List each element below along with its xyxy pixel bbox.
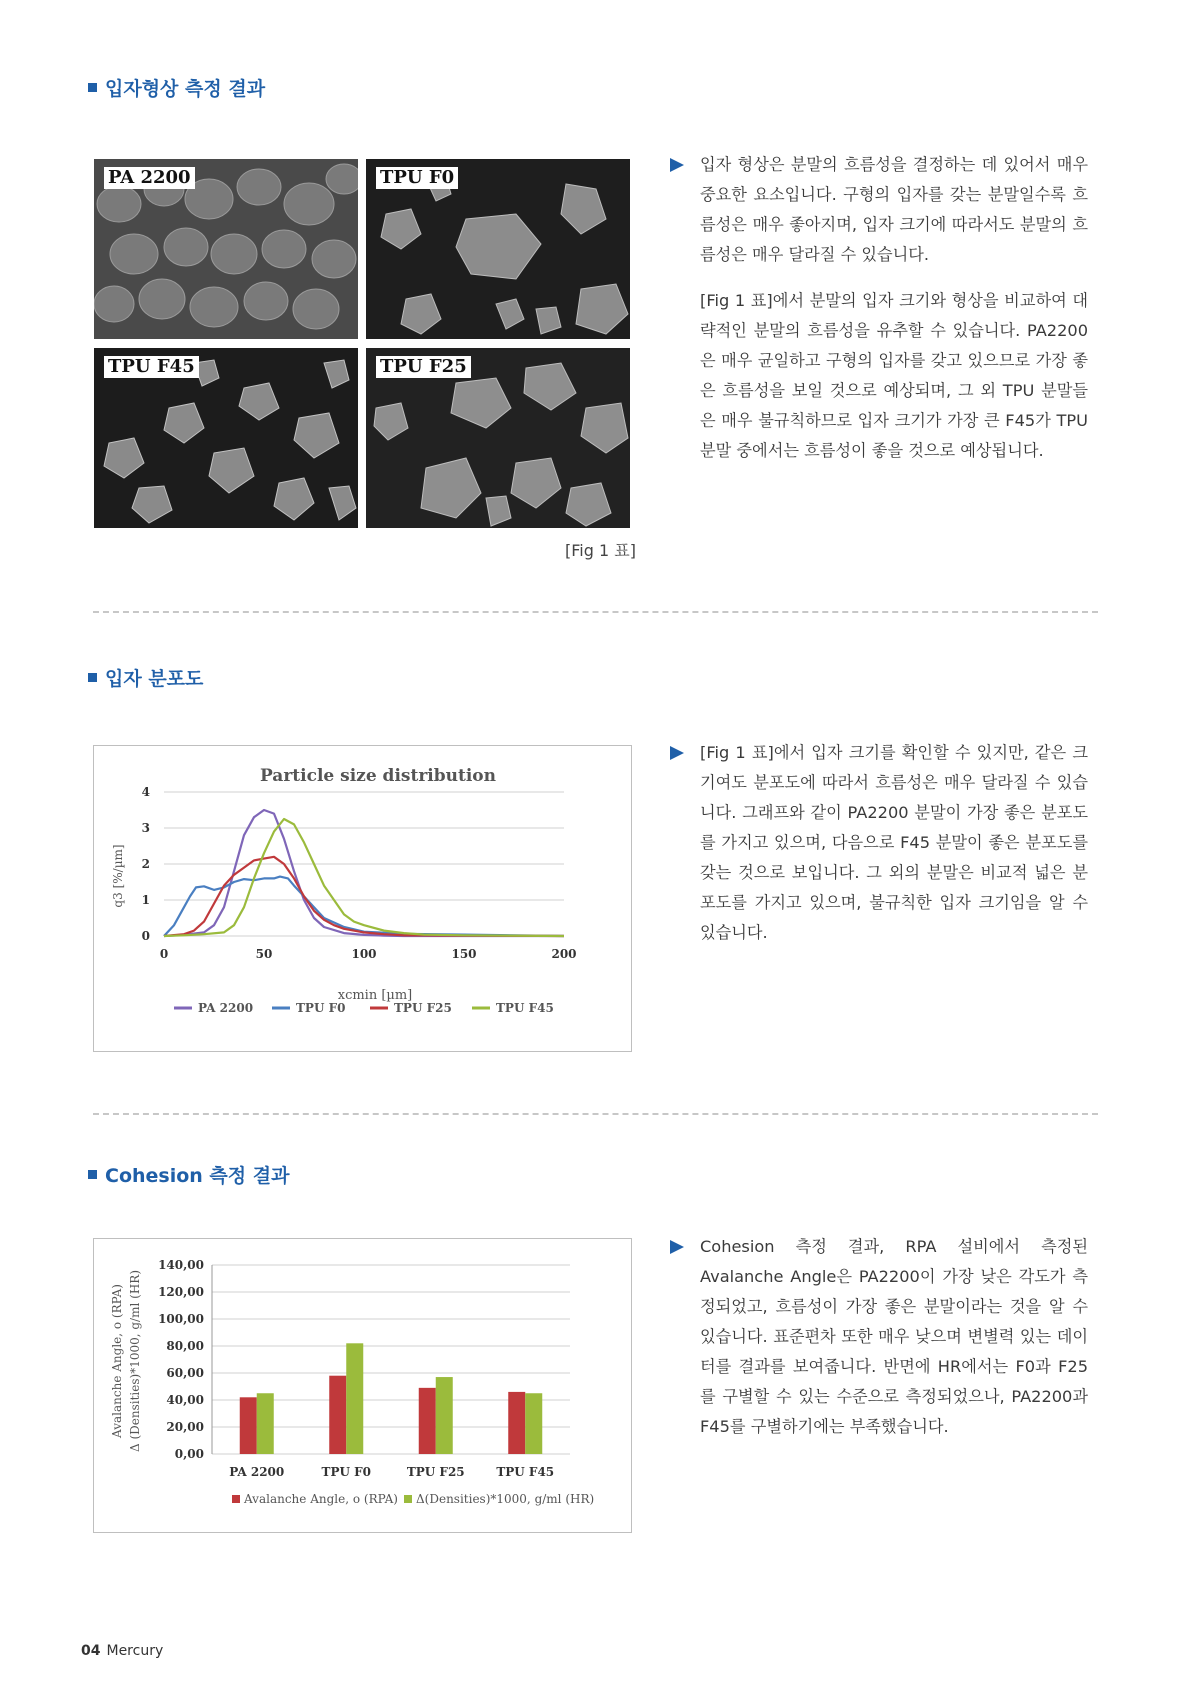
y-axis-label-line2: Δ (Densities)*1000, g/ml (HR) bbox=[128, 1270, 142, 1452]
y-tick-label: 80,00 bbox=[166, 1339, 204, 1353]
section-title-shape bbox=[88, 74, 265, 101]
cohesion-chart bbox=[93, 1238, 632, 1533]
x-tick-label: 50 bbox=[255, 947, 273, 961]
y-tick-label: 0 bbox=[141, 929, 150, 943]
paragraph-text: Cohesion 측정 결과, RPA 설비에서 측정된 Avalanche Angle은 PA2200이 가장 낮은 각도가 측정되었고, 흐름성이 가장 좋은 분말이라는 것을 알 수 있습니다. 표준편차 또한 매우 낮으며 변별력 있는 데이터를 결과를 보여줍니다. 반면에 HR에서는 F0과 F25를 구별할 수 있는 수준으로 측정되었으나, PA2200과 F45를 구별하기에는 부족했습니다. bbox=[700, 1237, 1088, 1436]
y-tick-label: 140,00 bbox=[158, 1258, 204, 1272]
legend-label: TPU F45 bbox=[496, 1001, 554, 1015]
section-title-distribution bbox=[88, 664, 203, 691]
y-tick-label: 1 bbox=[141, 893, 150, 907]
y-axis-label-line1: Avalanche Angle, o (RPA) bbox=[110, 1284, 124, 1438]
bullet-arrow-icon bbox=[670, 746, 684, 760]
bar bbox=[329, 1376, 346, 1454]
section-title-text: Cohesion 측정 결과 bbox=[105, 1165, 290, 1187]
section-title-text: 입자 분포도 bbox=[105, 668, 204, 690]
y-tick-label: 100,00 bbox=[158, 1312, 204, 1326]
bullet-square-icon bbox=[88, 83, 97, 92]
section-title-text: 입자형상 측정 결과 bbox=[105, 78, 266, 100]
section-divider bbox=[93, 611, 1098, 613]
series-line bbox=[164, 810, 564, 936]
bar bbox=[436, 1377, 453, 1454]
bar bbox=[419, 1388, 436, 1454]
sem-photo-tpu-f45 bbox=[94, 348, 358, 528]
legend-label: TPU F25 bbox=[394, 1001, 452, 1015]
page-footer bbox=[81, 1643, 163, 1659]
bar bbox=[346, 1343, 363, 1454]
page-number: 04 bbox=[81, 1643, 101, 1659]
legend-label: TPU F0 bbox=[296, 1001, 346, 1015]
photo-label: TPU F45 bbox=[104, 356, 199, 378]
paragraph-text: [Fig 1 표]에서 입자 크기를 확인할 수 있지만, 같은 크기여도 분포도에 따라서 흐름성은 매우 달라질 수 있습니다. 그래프와 같이 PA2200 분말이 가장 좋은 분포도를 가지고 있으며, 다음으로 F45 분말이 좋은 분포도를 갖는 것으로 보입니다. 그 외의 분말은 비교적 넓은 분포도를 가지고 있으며, 불규칙한 입자 크기임을 알 수 있습니다. bbox=[700, 743, 1088, 942]
chart-title: Particle size distribution bbox=[259, 766, 497, 786]
x-axis-label: xcmin [µm] bbox=[337, 988, 413, 1003]
paragraph-text: [Fig 1 표]에서 분말의 입자 크기와 형상을 비교하여 대략적인 분말의 흐름성을 유추할 수 있습니다. PA2200은 매우 균일하고 구형의 입자를 갖고 있으므로 가장 좋은 흐름성을 보일 것으로 예상되며, 그 외 TPU 분말들은 매우 불규칙하므로 입자 크기가 가장 큰 F45가 TPU 분말 중에서는 흐름성이 좋을 것으로 예상됩니다. bbox=[700, 291, 1088, 460]
y-tick-label: 60,00 bbox=[166, 1366, 204, 1380]
x-tick-label: 150 bbox=[451, 947, 477, 961]
legend-label: Δ(Densities)*1000, g/ml (HR) bbox=[416, 1492, 595, 1506]
bar bbox=[525, 1393, 542, 1454]
bullet-arrow-icon bbox=[670, 1240, 684, 1254]
distribution-chart bbox=[93, 745, 632, 1052]
y-tick-label: 2 bbox=[141, 857, 150, 871]
series-line bbox=[164, 819, 564, 936]
paragraph-text: 입자 형상은 분말의 흐름성을 결정하는 데 있어서 매우 중요한 요소입니다. 구형의 입자를 갖는 분말일수록 흐름성은 매우 좋아지며, 입자 크기에 따라서도 분말의 흐름성은 매우 달라질 수 있습니다. bbox=[700, 155, 1088, 264]
paragraph-cohesion bbox=[670, 1232, 1088, 1458]
bar bbox=[240, 1397, 257, 1454]
y-axis-label: q3 [%/µm] bbox=[111, 844, 125, 908]
x-tick-label: TPU F45 bbox=[496, 1465, 555, 1479]
sem-photo-pa2200 bbox=[94, 159, 358, 339]
photo-label: TPU F0 bbox=[376, 167, 458, 189]
bullet-square-icon bbox=[88, 673, 97, 682]
legend-swatch bbox=[232, 1495, 240, 1503]
y-tick-label: 20,00 bbox=[166, 1420, 204, 1434]
photo-label: PA 2200 bbox=[104, 167, 195, 189]
sem-photo-tpu-f0 bbox=[366, 159, 630, 339]
bar bbox=[257, 1393, 274, 1454]
figure-caption: [Fig 1 표] bbox=[565, 541, 636, 560]
x-tick-label: TPU F25 bbox=[406, 1465, 465, 1479]
x-tick-label: TPU F0 bbox=[321, 1465, 371, 1479]
publication-name: Mercury bbox=[106, 1643, 164, 1659]
legend-swatch bbox=[404, 1495, 412, 1503]
section-divider bbox=[93, 1113, 1098, 1115]
bar bbox=[508, 1392, 525, 1454]
bullet-square-icon bbox=[88, 1170, 97, 1179]
section-title-cohesion bbox=[88, 1161, 289, 1188]
y-tick-label: 120,00 bbox=[158, 1285, 204, 1299]
y-tick-label: 0,00 bbox=[174, 1447, 204, 1461]
y-tick-label: 3 bbox=[141, 821, 150, 835]
photo-label: TPU F25 bbox=[376, 356, 471, 378]
x-tick-label: 200 bbox=[551, 947, 577, 961]
paragraph-distribution bbox=[670, 738, 1088, 964]
sem-photo-tpu-f25 bbox=[366, 348, 630, 528]
legend-label: PA 2200 bbox=[198, 1001, 254, 1015]
y-tick-label: 4 bbox=[141, 785, 150, 799]
x-tick-label: 0 bbox=[159, 947, 169, 961]
bullet-arrow-icon bbox=[670, 158, 684, 172]
x-tick-label: PA 2200 bbox=[229, 1465, 285, 1479]
paragraph-shape bbox=[670, 150, 1088, 482]
x-tick-label: 100 bbox=[351, 947, 377, 961]
y-tick-label: 40,00 bbox=[166, 1393, 204, 1407]
legend-label: Avalanche Angle, o (RPA) bbox=[244, 1492, 398, 1506]
